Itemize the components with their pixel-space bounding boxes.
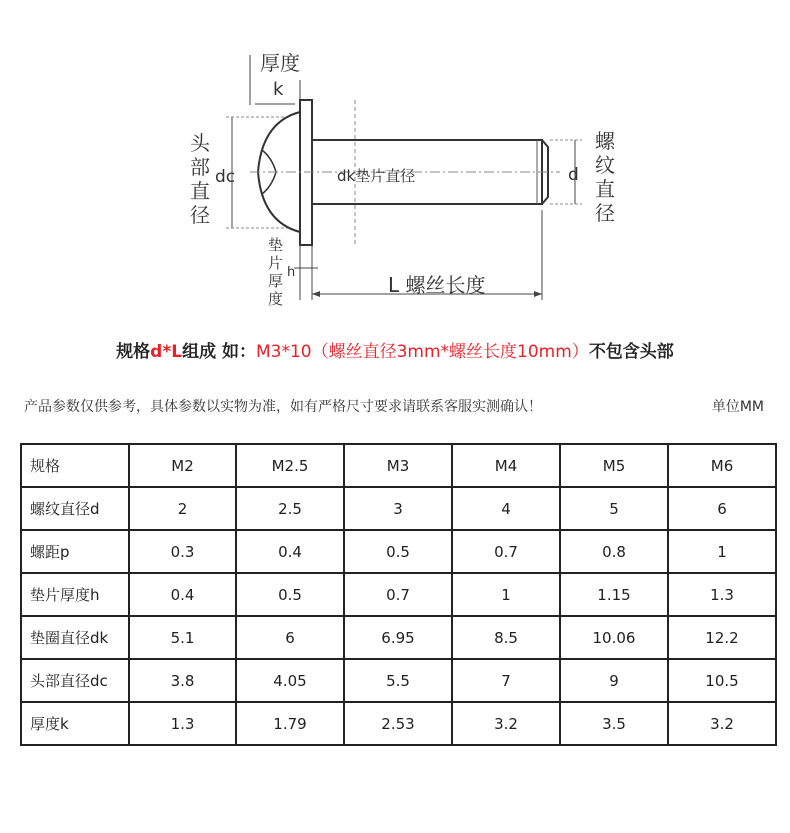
table-cell: 3.2 (668, 702, 776, 745)
label-thread-3: 直 (595, 177, 615, 201)
label-washer-3: 厚 (268, 272, 284, 290)
column-header: M6 (668, 444, 776, 487)
label-head-2: 部 (190, 155, 210, 179)
column-header: M2 (129, 444, 236, 487)
table-cell: 9 (560, 659, 668, 702)
column-header: M2.5 (236, 444, 344, 487)
label-thickness-title: 厚度 (260, 51, 300, 75)
label-washer-2: 片 (268, 254, 284, 272)
table-cell: 6 (668, 487, 776, 530)
spec-formula: d*L (150, 342, 183, 362)
table-cell: 3 (344, 487, 452, 530)
label-washer-4: 度 (268, 290, 284, 308)
column-header: M3 (344, 444, 452, 487)
table-cell: 0.5 (236, 573, 344, 616)
table-cell: 6 (236, 616, 344, 659)
table-cell: 4 (452, 487, 560, 530)
row-label: 垫片厚度h (21, 573, 129, 616)
table-row (21, 616, 776, 659)
label-head-1: 头 (190, 131, 210, 155)
table-cell: 6.95 (344, 616, 452, 659)
label-washer-1: 垫 (268, 236, 284, 254)
spec-mid: 组成 如： (182, 342, 256, 362)
spec-line (0, 337, 790, 362)
table-cell: 1.79 (236, 702, 344, 745)
label-thread-1: 螺 (595, 129, 615, 153)
table-cell: 1.3 (668, 573, 776, 616)
table-row (21, 487, 776, 530)
table-cell: 5.1 (129, 616, 236, 659)
label-dk: dk垫片直径 (337, 167, 416, 185)
table-cell: 2.53 (344, 702, 452, 745)
label-head-4: 径 (190, 203, 210, 227)
table-cell: 0.4 (129, 573, 236, 616)
label-h: h (287, 265, 296, 280)
row-label: 螺距p (21, 530, 129, 573)
table-cell: 2 (129, 487, 236, 530)
label-head-3: 直 (190, 179, 210, 203)
table-cell: 7 (452, 659, 560, 702)
label-k: k (273, 79, 284, 100)
table-cell: 0.7 (344, 573, 452, 616)
table-cell: 1 (452, 573, 560, 616)
table-cell: 0.5 (344, 530, 452, 573)
label-thread-4: 径 (595, 201, 615, 225)
column-header: M5 (560, 444, 668, 487)
table-cell: 5 (560, 487, 668, 530)
table-cell: 0.4 (236, 530, 344, 573)
table-header-row (21, 444, 776, 487)
disclaimer-note (24, 396, 764, 416)
table-cell: 1.3 (129, 702, 236, 745)
table-cell: 4.05 (236, 659, 344, 702)
table-cell: 0.8 (560, 530, 668, 573)
spec-prefix: 规格 (116, 342, 151, 362)
table-cell: 3.8 (129, 659, 236, 702)
row-label: 头部直径dc (21, 659, 129, 702)
table-cell: 12.2 (668, 616, 776, 659)
table-row (21, 573, 776, 616)
spec-table (20, 443, 777, 746)
column-header: M4 (452, 444, 560, 487)
spec-suffix: 不包含头部 (588, 342, 674, 362)
table-cell: 3.2 (452, 702, 560, 745)
disclaimer-text: 产品参数仅供参考，具体参数以实物为准，如有严格尺寸要求请联系客服实测确认！ (24, 399, 542, 415)
label-thread-2: 纹 (595, 153, 615, 177)
row-label: 厚度k (21, 702, 129, 745)
table-row (21, 659, 776, 702)
table-cell: 10.06 (560, 616, 668, 659)
table-cell: 8.5 (452, 616, 560, 659)
table-row (21, 702, 776, 745)
table-cell: 1 (668, 530, 776, 573)
table-cell: 5.5 (344, 659, 452, 702)
row-label: 垫圈直径dk (21, 616, 129, 659)
table-cell: 2.5 (236, 487, 344, 530)
row-label: 螺纹直径d (21, 487, 129, 530)
label-d: d (568, 165, 579, 185)
table-cell: 10.5 (668, 659, 776, 702)
spec-example: M3*10（螺丝直径3mm*螺丝长度10mm） (256, 342, 589, 362)
screw-dimension-diagram (0, 0, 790, 320)
row-label: 规格 (21, 444, 129, 487)
table-cell: 0.7 (452, 530, 560, 573)
label-dc: dc (215, 167, 236, 187)
table-cell: 0.3 (129, 530, 236, 573)
table-row (21, 530, 776, 573)
table-cell: 3.5 (560, 702, 668, 745)
label-length: L 螺丝长度 (388, 273, 486, 297)
unit-label: 单位MM (711, 399, 764, 415)
table-cell: 1.15 (560, 573, 668, 616)
